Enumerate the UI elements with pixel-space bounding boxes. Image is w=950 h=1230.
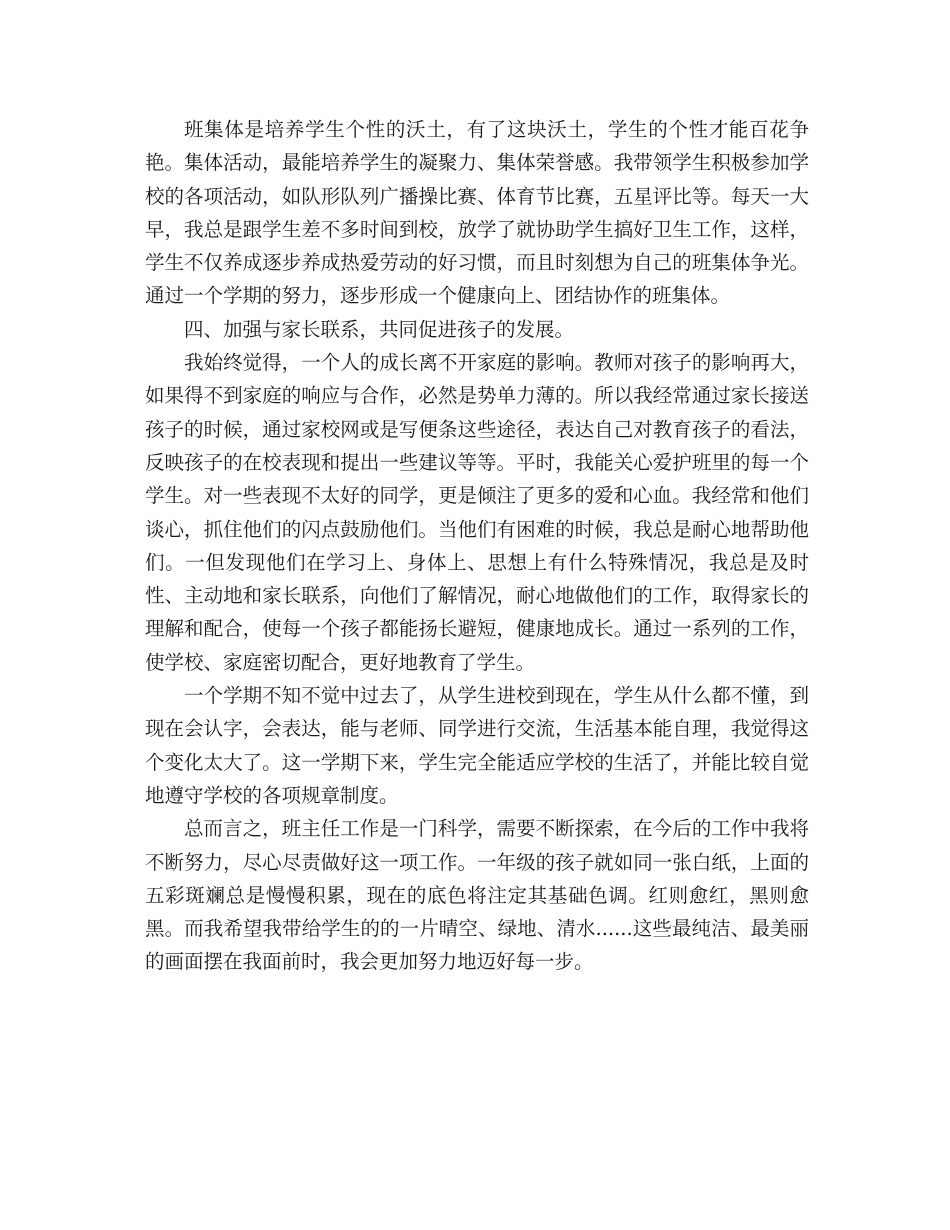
- paragraph-semester-review: 一个学期不知不觉中过去了，从学生进校到现在，学生从什么都不懂，到现在会认字，会表达，能与老师、同学进行交流，生活基本能自理，我觉得这个变化太大了。这一学期下来，学生完全能适应学校的生活了，并能比较自觉地遵守学校的各项规章制度。: [145, 684, 809, 807]
- section-heading-parent-contact: 四、加强与家长联系，共同促进孩子的发展。: [184, 317, 575, 341]
- document-body: [145, 113, 809, 979]
- paragraph-class-collective: 班集体是培养学生个性的沃土，有了这块沃土，学生的个性才能百花争艳。集体活动，最能培养学生的凝聚力、集体荣誉感。我带领学生积极参加学校的各项活动，如队形队列广播操比赛、体育节比赛，五星评比等。每天一大早，我总是跟学生差不多时间到校，放学了就协助学生搞好卫生工作，这样，学生不仅养成逐步养成热爱劳动的好习惯，而且时刻想为自己的班集体争光。通过一个学期的努力，逐步形成一个健康向上、团结协作的班集体。: [145, 118, 809, 308]
- paragraph-conclusion: 总而言之，班主任工作是一门科学，需要不断探索，在今后的工作中我将不断努力，尽心尽责做好这一项工作。一年级的孩子就如同一张白纸，上面的五彩斑斓总是慢慢积累，现在的底色将注定其基础色调。红则愈红，黑则愈黑。而我希望我带给学生的的一片晴空、绿地、清水......这些最纯洁、最美丽的画面摆在我面前时，我会更加努力地迈好每一步。: [145, 817, 809, 974]
- paragraph-family-influence: 我始终觉得，一个人的成长离不开家庭的影响。教师对孩子的影响再大，如果得不到家庭的响应与合作，必然是势单力薄的。所以我经常通过家长接送孩子的时候，通过家校网或是写便条这些途径，表达自己对教育孩子的看法，反映孩子的在校表现和提出一些建议等等。平时，我能关心爱护班里的每一个学生。对一些表现不太好的同学，更是倾注了更多的爱和心血。我经常和他们谈心，抓住他们的闪点鼓励他们。当他们有困难的时候，我总是耐心地帮助他们。一但发现他们在学习上、身体上、思想上有什么特殊情况，我总是及时性、主动地和家长联系，向他们了解情况，耐心地做他们的工作，取得家长的理解和配合，使每一个孩子都能扬长避短，健康地成长。通过一系列的工作，使学校、家庭密切配合，更好地教育了学生。: [145, 351, 809, 674]
